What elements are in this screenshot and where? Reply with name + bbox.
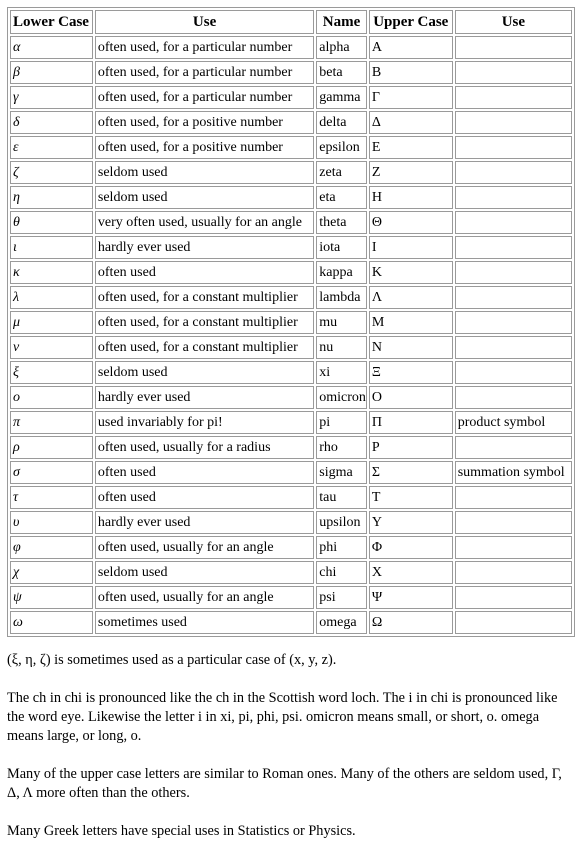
table-row — [10, 586, 572, 609]
lower-case-cell: ρ — [10, 436, 93, 459]
upper-case-cell: Η — [369, 186, 453, 209]
name-cell: beta — [316, 61, 367, 84]
name-cell: pi — [316, 411, 367, 434]
table-row — [10, 186, 572, 209]
use-cell: hardly ever used — [95, 236, 314, 259]
upper-use-cell — [455, 61, 572, 84]
name-cell: zeta — [316, 161, 367, 184]
name-cell: chi — [316, 561, 367, 584]
use-cell: hardly ever used — [95, 511, 314, 534]
upper-use-cell — [455, 286, 572, 309]
use-cell: often used, for a constant multiplier — [95, 311, 314, 334]
upper-case-cell: Ο — [369, 386, 453, 409]
upper-use-cell: product symbol — [455, 411, 572, 434]
lower-case-cell: δ — [10, 111, 93, 134]
upper-use-cell — [455, 361, 572, 384]
upper-use-cell — [455, 161, 572, 184]
use-cell: hardly ever used — [95, 386, 314, 409]
use-cell: often used, for a particular number — [95, 86, 314, 109]
name-cell: rho — [316, 436, 367, 459]
header-use: Use — [95, 10, 314, 34]
note-pronunciation: The ch in chi is pronounced like the ch in the Scottish word loch. The i in chi is pronounced like the word eye. Likewise the letter i in xi, pi, phi, psi. omicron means small, or short, o. omega means large, or long, o. — [7, 690, 558, 744]
upper-use-cell — [455, 111, 572, 134]
table-row — [10, 136, 572, 159]
upper-use-cell — [455, 536, 572, 559]
upper-use-cell — [455, 236, 572, 259]
use-cell: seldom used — [95, 161, 314, 184]
use-cell: often used, for a positive number — [95, 111, 314, 134]
upper-case-cell: Δ — [369, 111, 453, 134]
name-cell: gamma — [316, 86, 367, 109]
use-cell: seldom used — [95, 361, 314, 384]
table-row — [10, 486, 572, 509]
name-cell: mu — [316, 311, 367, 334]
name-cell: delta — [316, 111, 367, 134]
note-similar-letters: Many of the upper case letters are similar to Roman ones. Many of the others are seldom used, Γ, Δ, Λ more often than the others. — [7, 766, 562, 801]
upper-case-cell: Γ — [369, 86, 453, 109]
lower-case-cell: θ — [10, 211, 93, 234]
table-row — [10, 511, 572, 534]
name-cell: lambda — [316, 286, 367, 309]
lower-case-cell: α — [10, 36, 93, 59]
lower-case-cell: ω — [10, 611, 93, 634]
note-special-uses: Many Greek letters have special uses in Statistics or Physics. — [7, 823, 356, 839]
table-row — [10, 86, 572, 109]
use-cell: sometimes used — [95, 611, 314, 634]
upper-case-cell: Φ — [369, 536, 453, 559]
name-cell: upsilon — [316, 511, 367, 534]
name-cell: eta — [316, 186, 367, 209]
name-cell: psi — [316, 586, 367, 609]
use-cell: very often used, usually for an angle — [95, 211, 314, 234]
name-cell: omicron — [316, 386, 367, 409]
header-upper-use: Use — [455, 10, 572, 34]
upper-case-cell: Υ — [369, 511, 453, 534]
use-cell: often used, for a constant multiplier — [95, 286, 314, 309]
upper-case-cell: Ε — [369, 136, 453, 159]
table-row — [10, 386, 572, 409]
upper-case-cell: Μ — [369, 311, 453, 334]
table-row — [10, 536, 572, 559]
table-row — [10, 161, 572, 184]
lower-case-cell: ε — [10, 136, 93, 159]
use-cell: often used — [95, 461, 314, 484]
note-particular-case: (ξ, η, ζ) is sometimes used as a particular case of (x, y, z). — [7, 652, 337, 668]
name-cell: sigma — [316, 461, 367, 484]
table-row — [10, 211, 572, 234]
upper-case-cell: Ν — [369, 336, 453, 359]
use-cell: seldom used — [95, 561, 314, 584]
table-row — [10, 311, 572, 334]
table-row — [10, 111, 572, 134]
name-cell: alpha — [316, 36, 367, 59]
use-cell: often used, for a constant multiplier — [95, 336, 314, 359]
upper-use-cell — [455, 36, 572, 59]
lower-case-cell: μ — [10, 311, 93, 334]
lower-case-cell: ο — [10, 386, 93, 409]
upper-case-cell: Ξ — [369, 361, 453, 384]
table-row — [10, 61, 572, 84]
header-lower-case: Lower Case — [10, 10, 93, 34]
lower-case-cell: τ — [10, 486, 93, 509]
lower-case-cell: ψ — [10, 586, 93, 609]
name-cell: xi — [316, 361, 367, 384]
use-cell: often used, for a positive number — [95, 136, 314, 159]
upper-case-cell: Ψ — [369, 586, 453, 609]
use-cell: often used, usually for an angle — [95, 586, 314, 609]
upper-use-cell — [455, 136, 572, 159]
lower-case-cell: γ — [10, 86, 93, 109]
header-upper-case: Upper Case — [369, 10, 453, 34]
lower-case-cell: υ — [10, 511, 93, 534]
name-cell: theta — [316, 211, 367, 234]
table-row — [10, 286, 572, 309]
upper-case-cell: Σ — [369, 461, 453, 484]
lower-case-cell: φ — [10, 536, 93, 559]
name-cell: iota — [316, 236, 367, 259]
upper-case-cell: Π — [369, 411, 453, 434]
use-cell: often used — [95, 486, 314, 509]
upper-use-cell — [455, 211, 572, 234]
upper-use-cell — [455, 511, 572, 534]
name-cell: phi — [316, 536, 367, 559]
upper-case-cell: Α — [369, 36, 453, 59]
table-row — [10, 36, 572, 59]
name-cell: nu — [316, 336, 367, 359]
upper-case-cell: Τ — [369, 486, 453, 509]
lower-case-cell: κ — [10, 261, 93, 284]
notes-section — [7, 651, 575, 841]
upper-case-cell: Χ — [369, 561, 453, 584]
use-cell: seldom used — [95, 186, 314, 209]
upper-case-cell: Β — [369, 61, 453, 84]
table-row — [10, 436, 572, 459]
table-row — [10, 261, 572, 284]
upper-use-cell: summation symbol — [455, 461, 572, 484]
upper-use-cell — [455, 261, 572, 284]
use-cell: often used, usually for an angle — [95, 536, 314, 559]
upper-use-cell — [455, 311, 572, 334]
upper-use-cell — [455, 611, 572, 634]
table-row — [10, 361, 572, 384]
greek-letters-table — [7, 7, 575, 637]
lower-case-cell: ξ — [10, 361, 93, 384]
upper-use-cell — [455, 436, 572, 459]
upper-use-cell — [455, 336, 572, 359]
upper-case-cell: Λ — [369, 286, 453, 309]
use-cell: often used — [95, 261, 314, 284]
lower-case-cell: η — [10, 186, 93, 209]
upper-use-cell — [455, 586, 572, 609]
name-cell: omega — [316, 611, 367, 634]
use-cell: often used, usually for a radius — [95, 436, 314, 459]
header-name: Name — [316, 10, 367, 34]
lower-case-cell: π — [10, 411, 93, 434]
lower-case-cell: ι — [10, 236, 93, 259]
upper-use-cell — [455, 86, 572, 109]
upper-case-cell: Ι — [369, 236, 453, 259]
table-header-row — [10, 10, 572, 34]
upper-case-cell: Ω — [369, 611, 453, 634]
upper-case-cell: Ζ — [369, 161, 453, 184]
upper-use-cell — [455, 186, 572, 209]
name-cell: epsilon — [316, 136, 367, 159]
table-row — [10, 336, 572, 359]
table-row — [10, 461, 572, 484]
lower-case-cell: ν — [10, 336, 93, 359]
lower-case-cell: σ — [10, 461, 93, 484]
upper-use-cell — [455, 486, 572, 509]
upper-case-cell: Θ — [369, 211, 453, 234]
table-row — [10, 611, 572, 634]
upper-case-cell: Ρ — [369, 436, 453, 459]
upper-use-cell — [455, 561, 572, 584]
lower-case-cell: ζ — [10, 161, 93, 184]
lower-case-cell: β — [10, 61, 93, 84]
use-cell: used invariably for pi! — [95, 411, 314, 434]
table-row — [10, 236, 572, 259]
lower-case-cell: χ — [10, 561, 93, 584]
name-cell: tau — [316, 486, 367, 509]
upper-use-cell — [455, 386, 572, 409]
name-cell: kappa — [316, 261, 367, 284]
use-cell: often used, for a particular number — [95, 61, 314, 84]
lower-case-cell: λ — [10, 286, 93, 309]
upper-case-cell: Κ — [369, 261, 453, 284]
table-row — [10, 411, 572, 434]
use-cell: often used, for a particular number — [95, 36, 314, 59]
page-content — [7, 7, 575, 860]
table-row — [10, 561, 572, 584]
